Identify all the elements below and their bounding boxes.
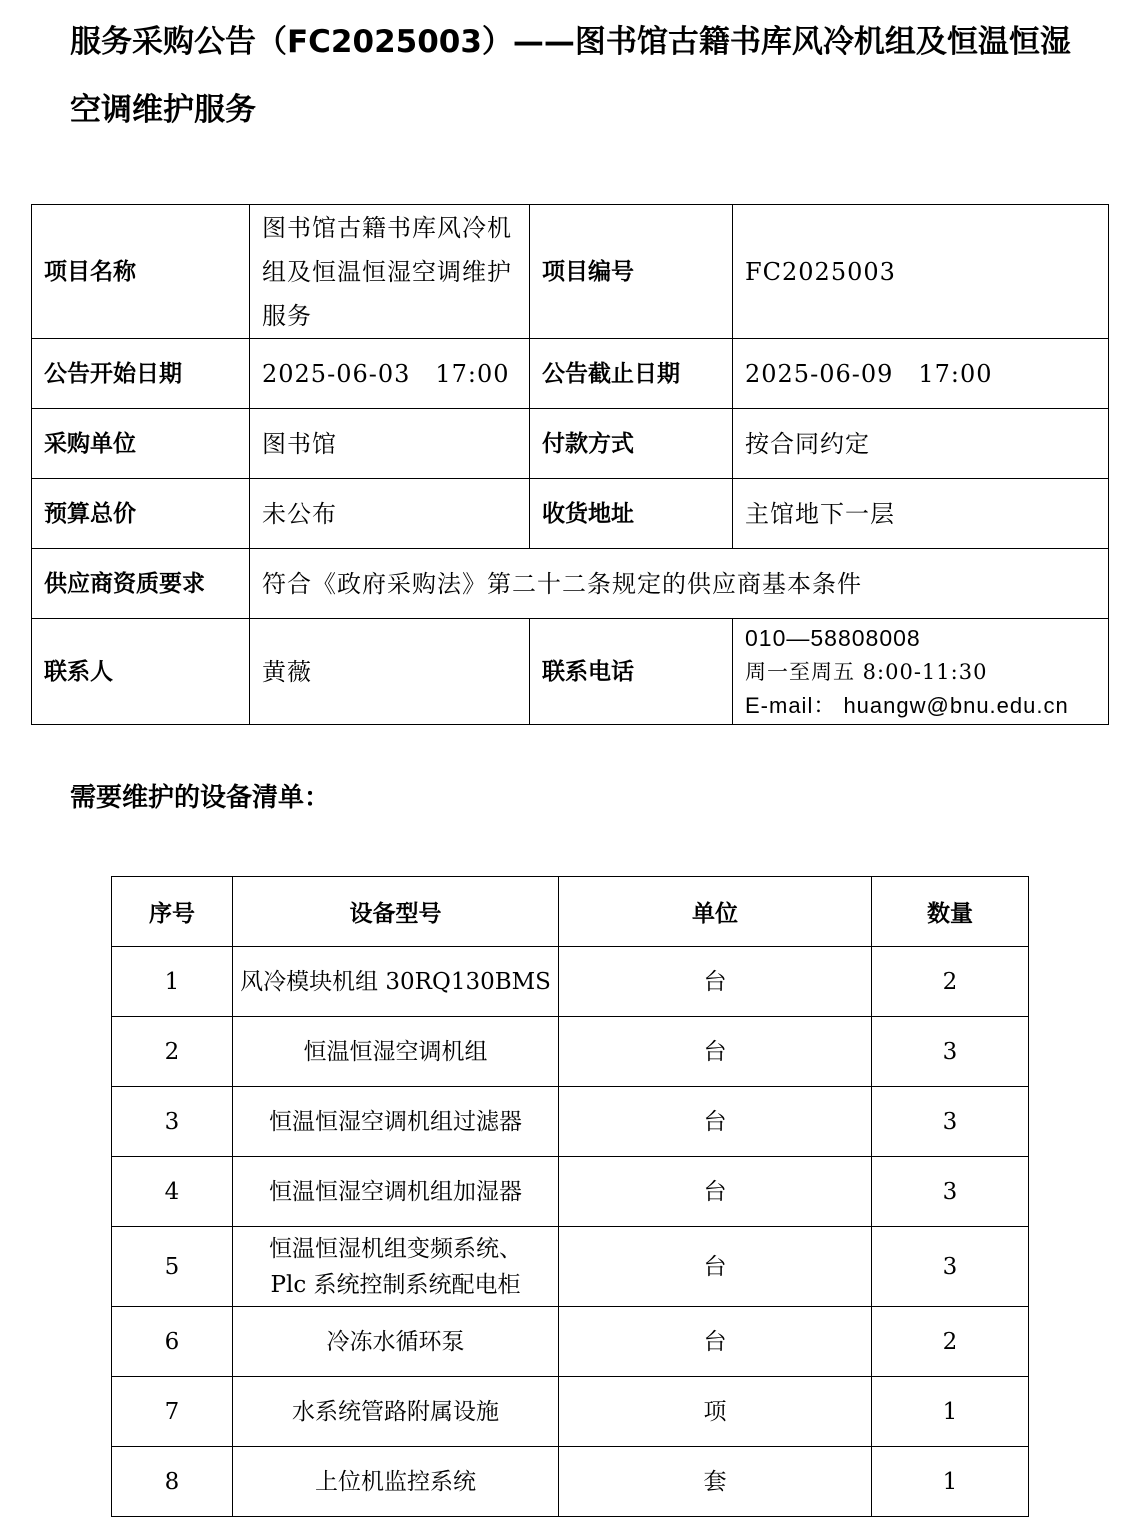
row-no: 3 [112, 1087, 233, 1157]
start-date-label: 公告开始日期 [32, 339, 250, 409]
row-unit: 台 [559, 1227, 872, 1307]
row-no: 8 [112, 1447, 233, 1517]
table-row [32, 409, 1109, 479]
row-model-line: 恒温恒湿机组变频系统、 [269, 1235, 522, 1262]
row-qty: 1 [872, 1447, 1029, 1517]
end-date-label: 公告截止日期 [530, 339, 733, 409]
table-row [112, 1377, 1029, 1447]
row-model: 上位机监控系统 [233, 1447, 559, 1517]
row-model [233, 1227, 559, 1307]
contact-details [733, 619, 1109, 725]
row-no: 5 [112, 1227, 233, 1307]
equipment-table [111, 876, 1029, 1517]
address-label: 收货地址 [530, 479, 733, 549]
buyer-label: 采购单位 [32, 409, 250, 479]
row-no: 6 [112, 1307, 233, 1377]
row-unit: 台 [559, 1157, 872, 1227]
table-row [112, 1157, 1029, 1227]
end-date-value: 2025-06-09 17:00 [733, 339, 1109, 409]
phone-label: 联系电话 [530, 619, 733, 725]
project-no-value: FC2025003 [733, 205, 1109, 339]
contact-label: 联系人 [32, 619, 250, 725]
row-qty: 3 [872, 1017, 1029, 1087]
budget-value: 未公布 [250, 479, 530, 549]
row-unit: 台 [559, 1017, 872, 1087]
row-model: 风冷模块机组 30RQ130BMS [233, 947, 559, 1017]
row-model: 水系统管路附属设施 [233, 1377, 559, 1447]
row-model: 恒温恒湿空调机组加湿器 [233, 1157, 559, 1227]
table-header-row [112, 877, 1029, 947]
row-no: 7 [112, 1377, 233, 1447]
table-row [112, 947, 1029, 1017]
qualification-value: 符合《政府采购法》第二十二条规定的供应商基本条件 [250, 549, 1109, 619]
address-value: 主馆地下一层 [733, 479, 1109, 549]
row-qty: 1 [872, 1377, 1029, 1447]
qualification-label: 供应商资质要求 [32, 549, 250, 619]
row-qty: 3 [872, 1157, 1029, 1227]
table-row [32, 205, 1109, 339]
row-no: 1 [112, 947, 233, 1017]
start-date-value: 2025-06-03 17:00 [250, 339, 530, 409]
table-row [112, 1227, 1029, 1307]
table-row [32, 619, 1109, 725]
header-model: 设备型号 [233, 877, 559, 947]
row-model-line: Plc 系统控制系统配电柜 [270, 1271, 521, 1298]
row-unit: 套 [559, 1447, 872, 1517]
email-value[interactable]: E-mail： huangw@bnu.edu.cn [745, 692, 1069, 718]
table-row [112, 1017, 1029, 1087]
row-model: 恒温恒湿空调机组 [233, 1017, 559, 1087]
equipment-heading: 需要维护的设备清单： [70, 783, 331, 813]
row-no: 4 [112, 1157, 233, 1227]
buyer-value: 图书馆 [250, 409, 530, 479]
row-unit: 项 [559, 1377, 872, 1447]
row-unit: 台 [559, 947, 872, 1017]
table-row [32, 479, 1109, 549]
row-model: 冷冻水循环泵 [233, 1307, 559, 1377]
table-row [112, 1447, 1029, 1517]
payment-label: 付款方式 [530, 409, 733, 479]
project-name-label: 项目名称 [32, 205, 250, 339]
payment-value: 按合同约定 [733, 409, 1109, 479]
header-unit: 单位 [559, 877, 872, 947]
row-unit: 台 [559, 1087, 872, 1157]
row-qty: 2 [872, 947, 1029, 1017]
row-no: 2 [112, 1017, 233, 1087]
contact-value: 黄薇 [250, 619, 530, 725]
row-model: 恒温恒湿空调机组过滤器 [233, 1087, 559, 1157]
project-no-label: 项目编号 [530, 205, 733, 339]
table-row [112, 1087, 1029, 1157]
table-row [112, 1307, 1029, 1377]
header-no: 序号 [112, 877, 233, 947]
row-qty: 3 [872, 1087, 1029, 1157]
budget-label: 预算总价 [32, 479, 250, 549]
row-qty: 2 [872, 1307, 1029, 1377]
table-row [32, 339, 1109, 409]
header-qty: 数量 [872, 877, 1029, 947]
row-unit: 台 [559, 1307, 872, 1377]
office-hours: 周一至周五 8:00-11:30 [745, 659, 988, 684]
project-name-value: 图书馆古籍书库风冷机组及恒温恒湿空调维护服务 [250, 205, 530, 339]
table-row [32, 549, 1109, 619]
phone-value: 010—58808008 [745, 624, 921, 651]
page-title: 服务采购公告（FC2025003）——图书馆古籍书库风冷机组及恒温恒湿空调维护服务 [70, 24, 1071, 128]
row-qty: 3 [872, 1227, 1029, 1307]
project-info-table [31, 204, 1109, 725]
